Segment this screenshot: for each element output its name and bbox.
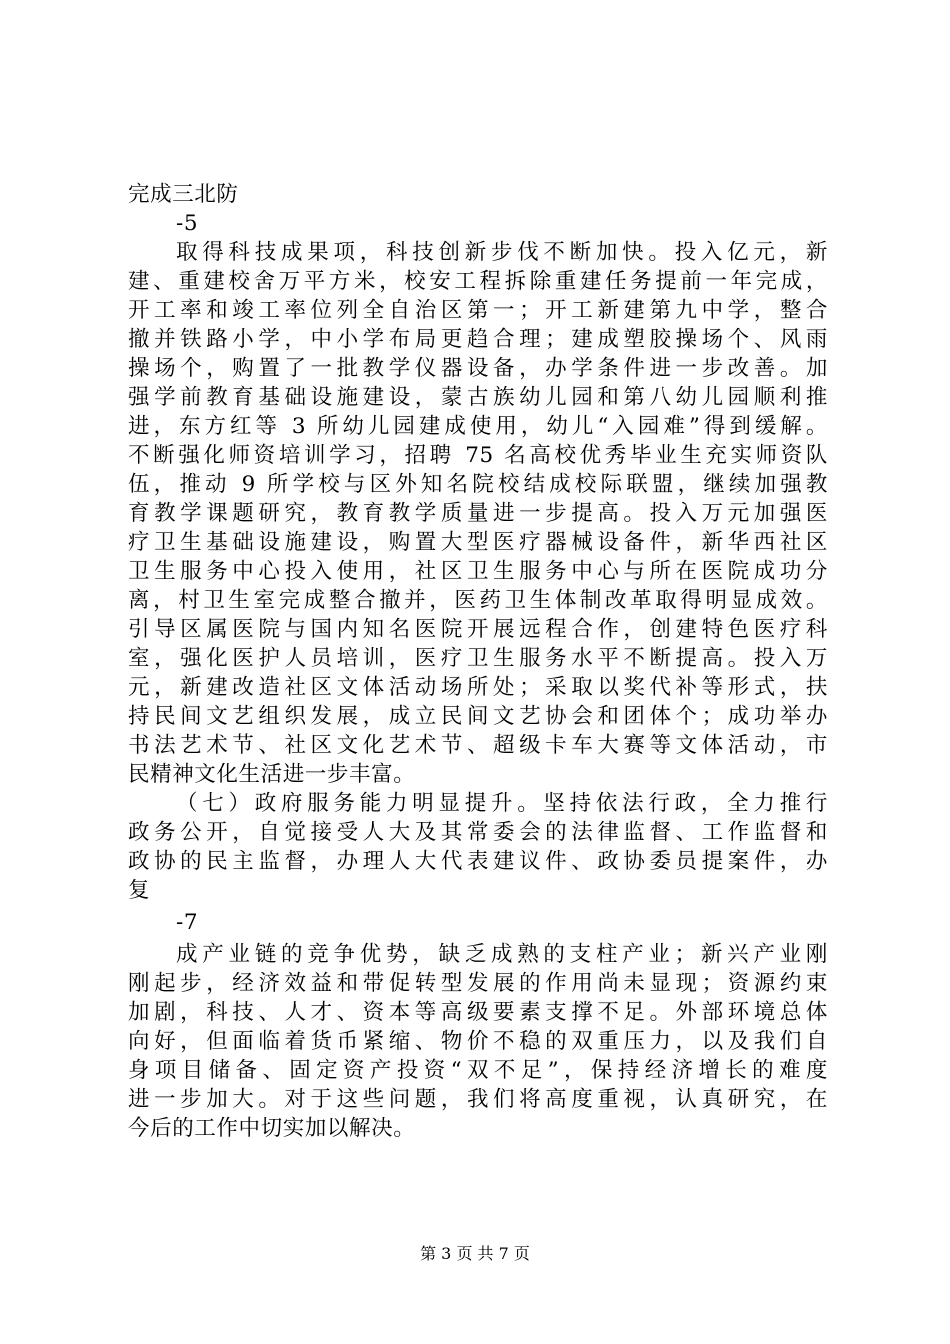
page-marker: -5 [176, 211, 199, 236]
page-footer: 第 3 页 共 7 页 [420, 1244, 530, 1263]
page-marker: -7 [176, 910, 199, 935]
text-line: 身项目储备、固定资产投资“双不足”，保持经济增长的难度 [128, 1058, 828, 1083]
text-line: 建、重建校舍万平方米，校安工程拆除重建任务提前一年完成， [128, 269, 828, 294]
text-line: 刚起步，经济效益和带促转型发展的作用尚未显现；资源约束 [128, 971, 828, 996]
text-line: 卫生服务中心投入使用，社区卫生服务中心与所在医院成功分 [128, 559, 828, 584]
text-line: 不断强化师资培训学习，招聘 75 名高校优秀毕业生充实师资队 [128, 443, 828, 468]
text-line: 进一步加大。对于这些问题，我们将高度重视，认真研究，在 [128, 1087, 828, 1112]
text-line: 元，新建改造社区文体活动场所处；采取以奖代补等形式，扶 [128, 675, 828, 700]
text-line: 离，村卫生室完成整合撤并，医药卫生体制改革取得明显成效。 [128, 588, 828, 613]
text-line: 完成三北防 [128, 182, 239, 207]
text-line: 育教学课题研究，教育教学质量进一步提高。投入万元加强医 [128, 501, 828, 526]
text-line: 民精神文化生活进一步丰富。 [128, 762, 416, 787]
text-line: 引导区属医院与国内知名医院开展远程合作，创建特色医疗科 [128, 617, 828, 642]
text-line: 成产业链的竞争优势，缺乏成熟的支柱产业；新兴产业刚 [176, 942, 828, 967]
text-line: 书法艺术节、社区文化艺术节、超级卡车大赛等文体活动，市 [128, 733, 828, 758]
text-line: （七）政府服务能力明显提升。坚持依法行政，全力推行 [176, 791, 828, 816]
text-line: 持民间文艺组织发展，成立民间文艺协会和团体个；成功举办 [128, 704, 828, 729]
text-line: 强学前教育基础设施建设，蒙古族幼儿园和第八幼儿园顺利推 [128, 385, 828, 410]
text-line: 操场个，购置了一批教学仪器设备，办学条件进一步改善。加 [128, 356, 828, 381]
text-line: 向好，但面临着货币紧缩、物价不稳的双重压力，以及我们自 [128, 1029, 828, 1054]
text-line: 政务公开，自觉接受人大及其常委会的法律监督、工作监督和 [128, 820, 828, 845]
text-line: 疗卫生基础设施建设，购置大型医疗器械设备件，新华西社区 [128, 530, 828, 555]
text-line: 室，强化医护人员培训，医疗卫生服务水平不断提高。投入万 [128, 646, 828, 671]
text-line: 进，东方红等 3 所幼儿园建成使用，幼儿“入园难”得到缓解。 [128, 414, 828, 439]
text-line: 今后的工作中切实加以解决。 [128, 1116, 416, 1141]
text-line: 复 [128, 878, 151, 903]
text-line: 政协的民主监督，办理人大代表建议件、政协委员提案件，办 [128, 849, 828, 874]
text-line: 加剧，科技、人才、资本等高级要素支撑不足。外部环境总体 [128, 1000, 828, 1025]
text-line: 撤并铁路小学，中小学布局更趋合理；建成塑胶操场个、风雨 [128, 327, 828, 352]
text-line: 伍，推动 9 所学校与区外知名院校结成校际联盟，继续加强教 [128, 472, 828, 497]
text-line: 开工率和竣工率位列全自治区第一；开工新建第九中学，整合 [128, 298, 828, 323]
text-line: 取得科技成果项，科技创新步伐不断加快。投入亿元，新 [176, 240, 828, 265]
